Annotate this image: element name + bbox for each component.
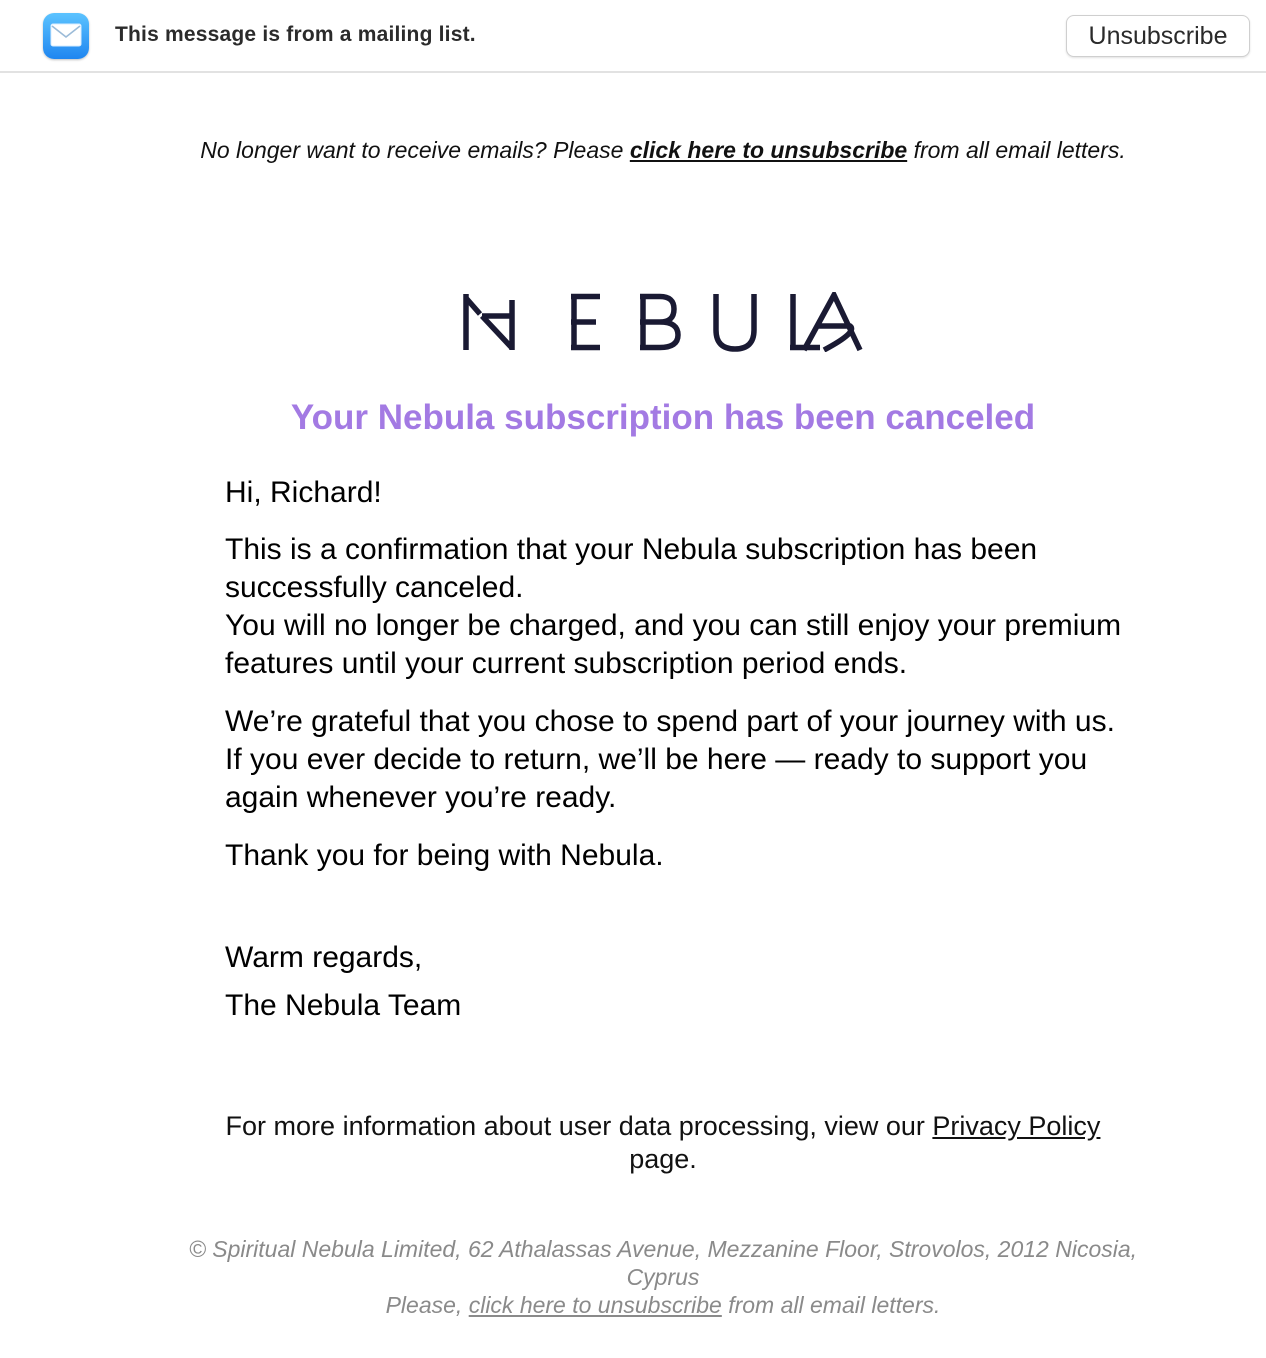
signature: The Nebula Team <box>225 989 462 1022</box>
top-notice-suffix: from all email letters. <box>907 137 1126 163</box>
sign-off: Warm regards, <box>225 941 423 974</box>
top-unsubscribe-link[interactable]: click here to unsubscribe <box>629 137 908 163</box>
footer-unsub-prefix: Please, <box>385 1292 469 1318</box>
privacy-info-suffix: page. <box>629 1144 697 1174</box>
greeting: Hi, Richard! <box>225 476 382 509</box>
unsubscribe-button[interactable]: Unsubscribe <box>1066 15 1250 57</box>
banner-text: This message is from a mailing list. <box>115 23 476 46</box>
confirmation-line-2: You will no longer be charged, and you can still enjoy your premium features until your current subscription period ends. <box>225 609 1122 680</box>
envelope-icon <box>50 23 82 49</box>
footer <box>150 1235 1176 1319</box>
footer-address: © Spiritual Nebula Limited, 62 Athalassas Avenue, Mezzanine Floor, Strovolos, 2012 Nicosia, Cyprus <box>188 1236 1138 1290</box>
privacy-info-prefix: For more information about user data processing, view our <box>225 1111 933 1141</box>
nebula-logo <box>462 292 864 352</box>
thanks-paragraph: Thank you for being with Nebula. <box>225 839 664 872</box>
top-notice-prefix: No longer want to receive emails? Please <box>200 137 630 163</box>
mailing-list-banner <box>0 0 1266 73</box>
gratitude-paragraph: We’re grateful that you chose to spend part of your journey with us. If you ever decide to return, we’ll be here — ready to support you again whenever you’re ready. <box>225 705 1115 814</box>
confirmation-paragraph <box>225 531 1125 683</box>
footer-unsubscribe-line <box>150 1291 1176 1319</box>
privacy-policy-link[interactable]: Privacy Policy <box>932 1111 1101 1141</box>
footer-unsub-suffix: from all email letters. <box>721 1292 941 1318</box>
headline: Your Nebula subscription has been canceled <box>290 398 1036 437</box>
confirmation-line-1: This is a confirmation that your Nebula subscription has been successfully canceled. <box>225 533 1038 604</box>
top-unsubscribe-notice <box>200 134 1126 166</box>
footer-unsubscribe-link[interactable]: click here to unsubscribe <box>468 1292 722 1318</box>
privacy-info <box>200 1110 1126 1176</box>
mail-app-icon <box>43 13 89 59</box>
